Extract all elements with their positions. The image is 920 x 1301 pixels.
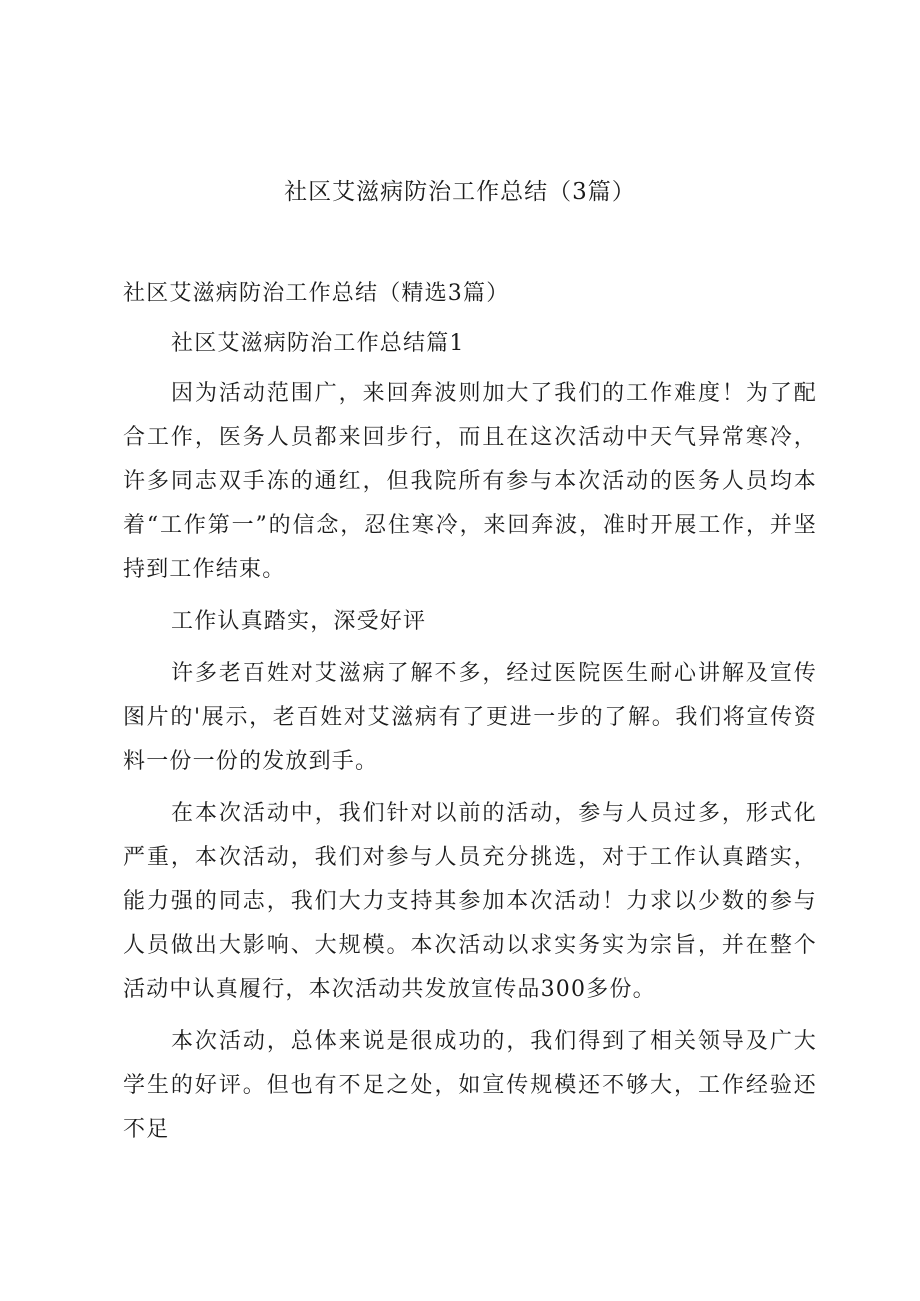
document-body (123, 272, 817, 1152)
paragraph-summary: 本次活动，总体来说是很成功的，我们得到了相关领导及广大学生的好评。但也有不足之处，如宣传规模还不够大，工作经验还不足 (123, 1029, 817, 1142)
paragraph-public-awareness: 许多老百姓对艾滋病了解不多，经过医院医生耐心讲解及宣传图片的'展示，老百姓对艾滋病有了更进一步的了解。我们将宣传资料一份一份的发放到手。 (123, 661, 817, 774)
collection-heading: 社区艾滋病防治工作总结（精选3篇） (123, 281, 510, 306)
paragraph-work-difficulty: 因为活动范围广，来回奔波则加大了我们的工作难度！为了配合工作，医务人员都来回步行，而且在这次活动中天气异常寒冷，许多同志双手冻的通红，但我院所有参与本次活动的医务人员均本着“工作第一”的信念，忍住寒冷，来回奔波，准时开展工作，并坚持到工作结束。 (123, 381, 817, 582)
section-heading: 社区艾滋病防治工作总结篇1 (171, 331, 465, 356)
paragraph-activity-details: 在本次活动中，我们针对以前的活动，参与人员过多，形式化严重，本次活动，我们对参与人员充分挑选，对于工作认真踏实，能力强的同志，我们大力支持其参加本次活动！力求以少数的参与人员做出大影响、大规模。本次活动以求实务实为宗旨，并在整个活动中认真履行，本次活动共发放宣传品300多份。 (123, 801, 817, 1002)
subheading-praise: 工作认真踏实，深受好评 (171, 609, 427, 634)
document-title: 社区艾滋病防治工作总结（3篇） (284, 179, 636, 205)
